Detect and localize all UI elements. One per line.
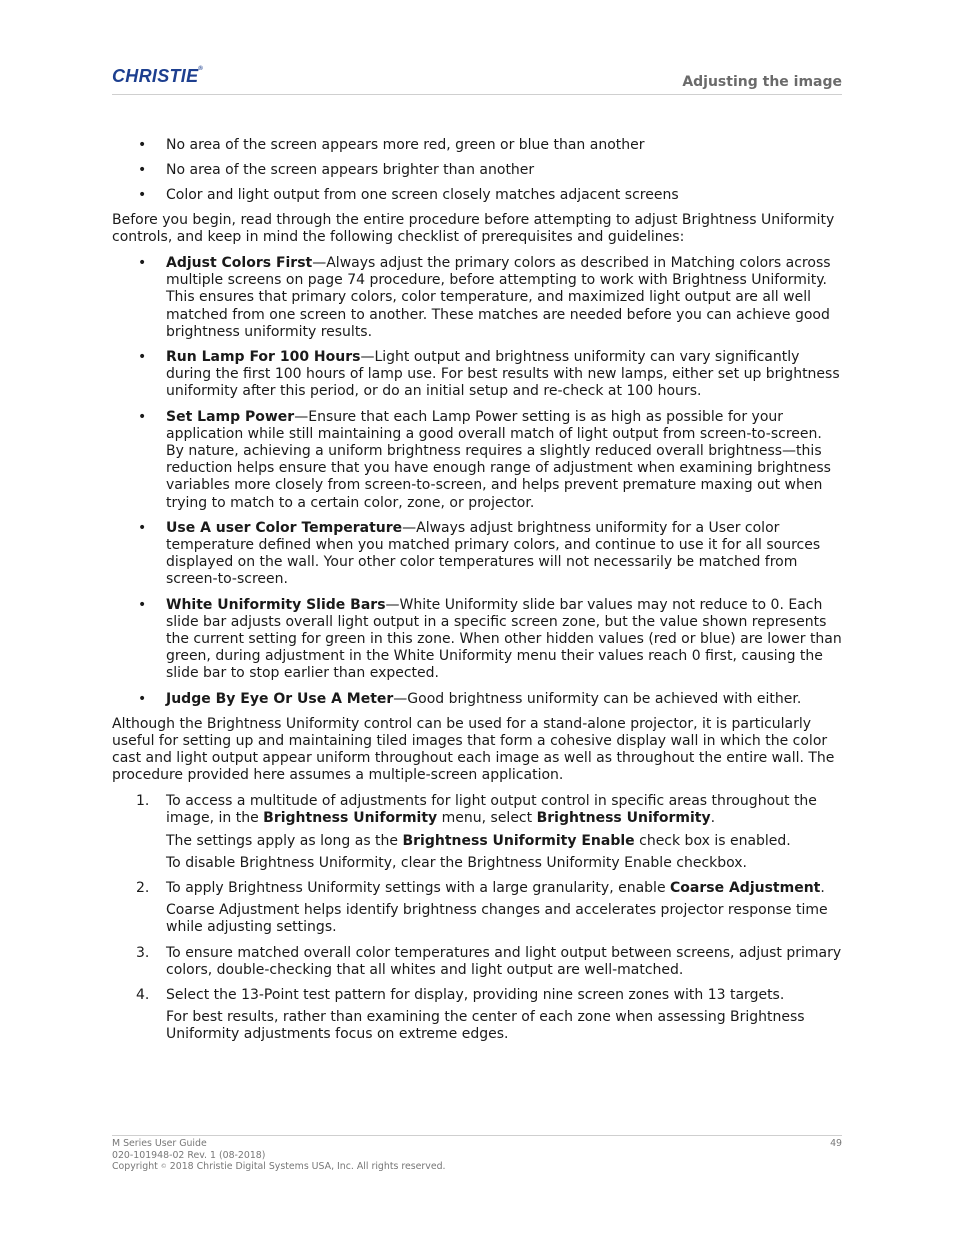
prerequisite-term: Use A user Color Temperature [166,519,403,536]
list-item: • Color and light output from one screen closely matches adjacent screens [112,187,842,204]
copyright-word: Copyright [112,1161,161,1173]
step-number: 4. [136,986,150,1003]
prerequisite-item [112,691,842,708]
step-text-part: . [820,879,825,896]
step-text-part: . [710,810,716,827]
step-text [166,793,842,827]
page-number: 49 [830,1138,842,1149]
footer-doc-number: 020-101948-02 Rev. 1 (08-2018) [112,1149,266,1161]
logo-text: CHRISTIE [112,66,199,86]
step-text: Select the 13-Point test pattern for display, providing nine screen zones with 13 targets. [166,986,785,1003]
prerequisite-term: Run Lamp For 100 Hours [166,348,361,365]
page-header [112,66,842,95]
setting-name: Coarse Adjustment [670,879,821,896]
step-number: 1. [136,793,150,810]
setting-name: Brightness Uniformity Enable [402,832,635,849]
prerequisite-text: —Always adjust the primary colors as described in Matching colors across multiple screens on page 74 procedure, before attempting to work with Brightness Uniformity. This ensures that primary colors, color temperature, and maximized light output are all well matched from one screen to another. These matches are needed before you can achieve good brightness uniformity results. [166,254,831,340]
section-title: Adjusting the image [682,74,842,90]
step-text-part: To apply Brightness Uniformity settings with a large granularity, enable [166,879,671,896]
step-item [112,945,842,979]
step-note-part: The settings apply as long as the [166,832,403,849]
before-paragraph: Before you begin, read through the entire procedure before attempting to adjust Brightness Uniformity controls, and keep in mind the following checklist of prerequisites and guidelines: [112,212,835,246]
prerequisite-item [112,409,842,512]
step-item [112,880,842,937]
step-text-part: menu, select [437,810,537,827]
step-text-part: To access a multitude of adjustments for light output control in specific areas throughout the image, in the [166,793,817,827]
list-item: • No area of the screen appears brighter than another [112,162,842,179]
prerequisite-text: —Light output and brightness uniformity can vary significantly during the first 100 hours of lamp use. For best results with new lamps, either set up brightness uniformity after this period, or do an initial setup and re-check at 100 hours. [166,348,840,400]
step-item [112,793,842,872]
footer-copyright [112,1161,842,1173]
copyright-symbol: © [160,1163,167,1171]
prerequisite-term: Set Lamp Power [166,408,295,425]
page-footer [112,1135,842,1173]
prerequisite-item [112,255,842,341]
prerequisite-item [112,520,842,589]
step-text: To ensure matched overall color temperatures and light output between screens, adjust primary colors, double-checking that all whites and light output are well-matched. [166,944,842,978]
step-number: 2. [136,879,150,896]
prerequisite-text: —White Uniformity slide bar values may not reduce to 0. Each slide bar adjusts overall light output in a specific screen zone, but the value shown represents the current setting for green in this zone. When other hidden values (red or blue) are lower than green, during adjustment in the White Uniformity menu their values reach 0 first, causing the slide bar to stop earlier than expected. [166,596,842,682]
prerequisite-text: —Ensure that each Lamp Power setting is as high as possible for your application while still maintaining a good overall match of light output from screen-to-screen. By nature, achieving a uniform brightness requires a slightly reduced overall brightness—this reduction helps ensure that you have enough range of adjustment when examining brightness variables more closely from screen-to-screen, and helps prevent premature maxing out when trying to match to a certain color, zone, or projector. [166,408,831,511]
prerequisite-text: —Good brightness uniformity can be achieved with either. [393,690,802,707]
step-note-part: check box is enabled. [634,832,791,849]
step-note: For best results, rather than examining the center of each zone when assessing Brightness Uniformity adjustments focus on extreme edges. [166,1009,805,1043]
step-note [166,833,842,850]
list-item: • No area of the screen appears more red, green or blue than another [112,137,842,154]
logo-mark: ® [198,66,204,72]
step-number: 3. [136,944,150,961]
christie-logo [112,66,203,87]
step-note: Coarse Adjustment helps identify brightness changes and accelerates projector response time while adjusting settings. [166,902,828,936]
prerequisite-list [112,255,842,708]
although-paragraph: Although the Brightness Uniformity control can be used for a stand-alone projector, it is particularly useful for setting up and maintaining tiled images that form a cohesive display wall in which the color cast and light output appear uniform throughout each image as well as throughout the entire wall. The procedure provided here assumes a multiple-screen application. [112,715,835,784]
step-text [166,880,842,897]
menu-option-name: Brightness Uniformity [536,810,711,827]
step-item [112,987,842,1044]
prerequisite-text: —Always adjust brightness uniformity for a User color temperature defined when you matched primary colors, and continue to use it for all sources displayed on the wall. Your other color temperatures will not necessarily be matched from screen-to-screen. [166,519,821,588]
prerequisite-item [112,597,842,683]
procedure-steps [112,793,842,1043]
prerequisite-term: Adjust Colors First [166,254,313,271]
copyright-text: 2018 Christie Digital Systems USA, Inc. All rights reserved. [166,1161,446,1173]
menu-name: Brightness Uniformity [263,810,438,827]
prerequisite-term: White Uniformity Slide Bars [166,596,386,613]
footer-guide-title: M Series User Guide [112,1138,207,1149]
prerequisite-item [112,349,842,401]
intro-bullet-list [112,137,842,204]
step-note: To disable Brightness Uniformity, clear the Brightness Uniformity Enable checkbox. [166,854,747,871]
prerequisite-term: Judge By Eye Or Use A Meter [166,690,394,707]
page-content [112,137,842,1052]
